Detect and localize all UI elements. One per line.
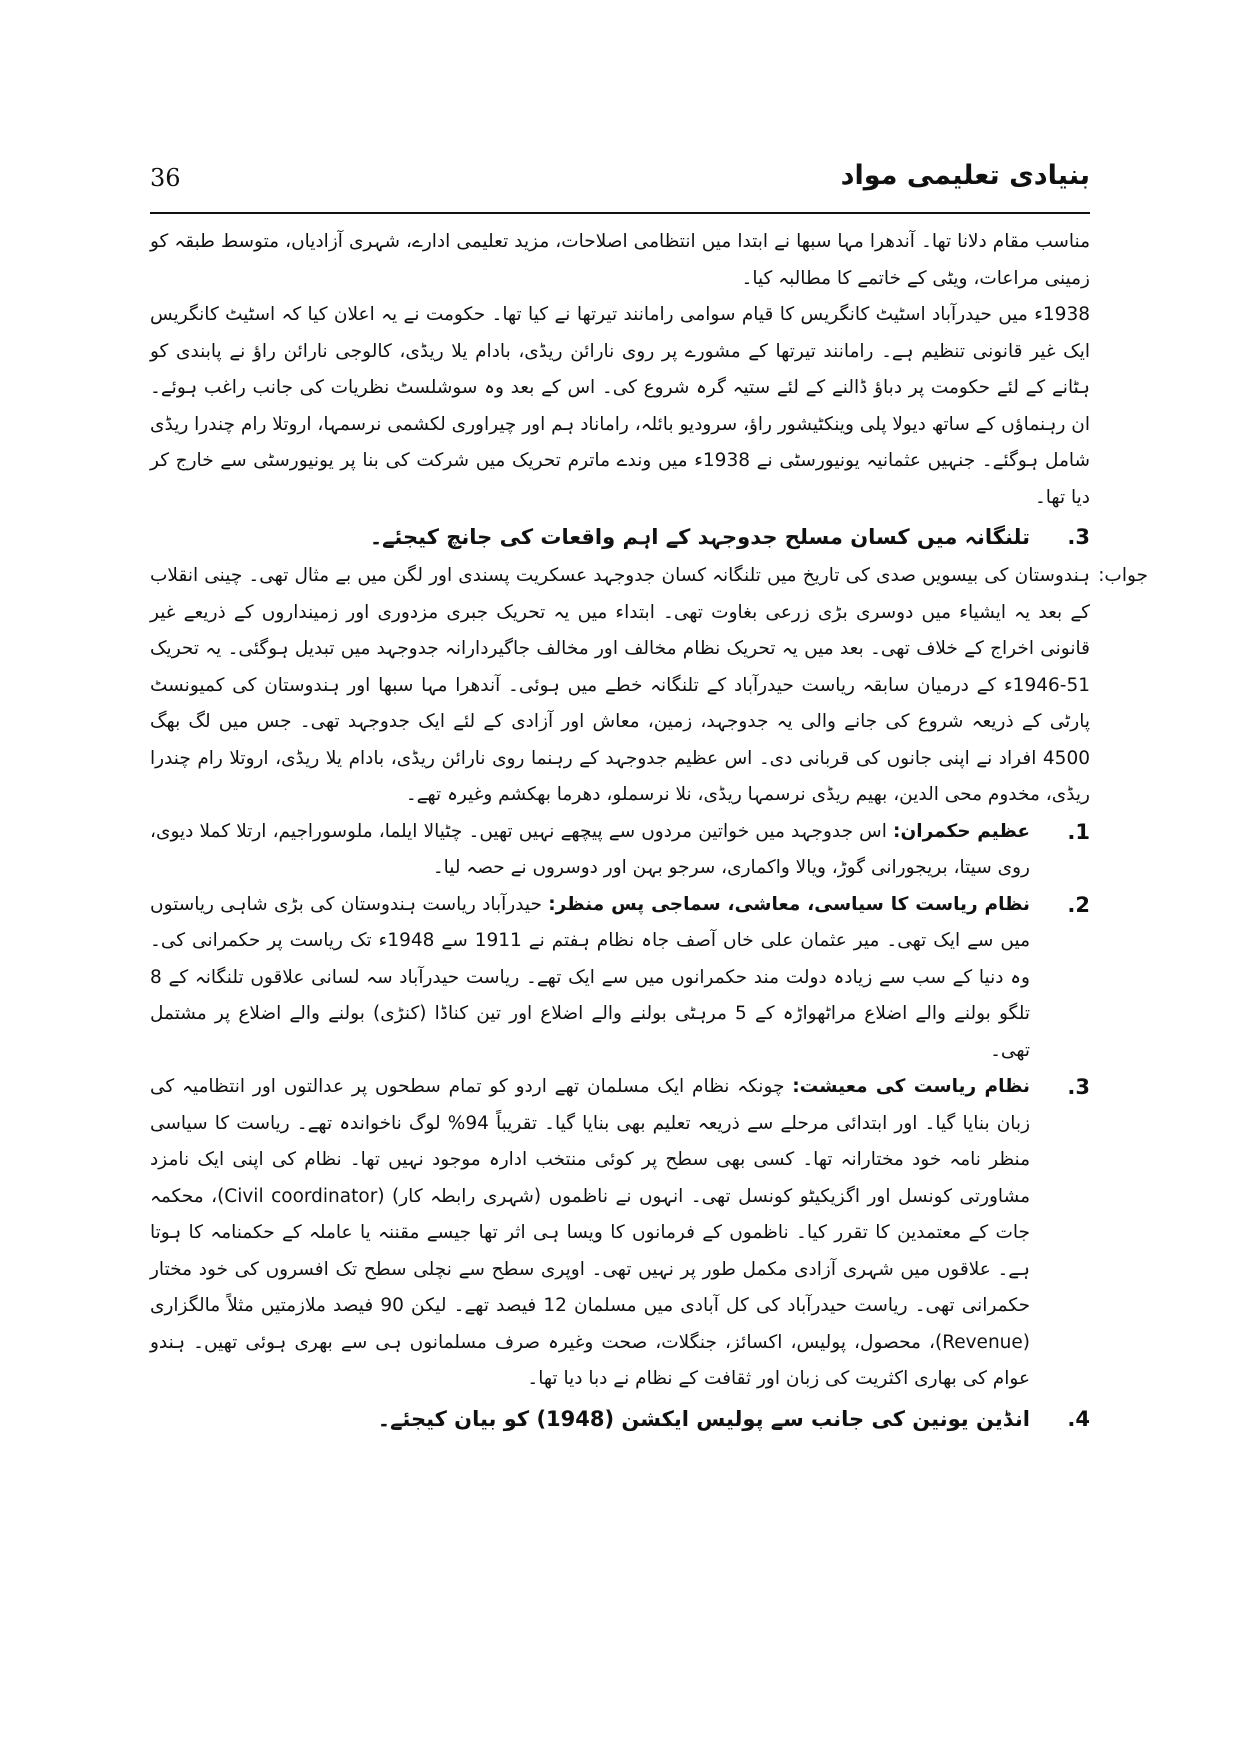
paragraph-andhra-maha-sabha: مناسب مقام دلانا تھا۔ آندھرا مہا سبھا نے ابتدا میں انتظامی اصلاحات، مزید تعلیمی ادارے، شہری آزادیاں، متوسط طبقہ کو زمینی مراعات، ویٹی کے خاتمے کا مطالبہ کیا۔ [150, 231, 1090, 289]
list-item-text: حیدرآباد ریاست ہندوستان کی بڑی شاہی ریاستوں میں سے ایک تھی۔ میر عثمان علی خاں آصف جاہ نظام ہفتم نے 1911 سے 1948ء تک ریاست پر حکمرانی کی۔ وہ دنیا کے سب سے زیادہ دولت مند حکمرانوں میں سے ایک تھے۔ ریاست حیدرآباد سہ لسانی علاقوں تلنگانہ کے 8 تلگو بولنے والے اضلاع مراٹھواڑہ کے 5 مرہٹی بولنے والے اضلاع اور تین کناڈا (کنڑی) بولنے والے اضلاع پر مشتمل تھی۔ [150, 893, 1031, 1061]
question-3-text: تلنگانہ میں کسان مسلح جدوجہد کے اہم واقعات کی جانچ کیجئے۔ [369, 525, 1030, 549]
question-4 [150, 1400, 1090, 1438]
list-item-number: 3. [1067, 1075, 1090, 1099]
list-item-number: 1. [1067, 819, 1090, 844]
list-item-text: اس جدوجہد میں خواتین مردوں سے پیچھے نہیں تھیں۔ چٹیالا ایلما، ملوسوراجیم، ارتلا کملا دیوی، روی سیتا، بریجورانی گوڑ، ویالا واکماری، سرجو بہن اور دوسروں نے حصہ لیا۔ [150, 820, 1030, 878]
question-3 [150, 518, 1090, 556]
page-body [150, 224, 1148, 1655]
list-item [150, 887, 1090, 1070]
list-item-heading: نظام ریاست کی معیشت: [792, 1076, 1030, 1097]
list-item [150, 1069, 1090, 1398]
list-item-text: چونکہ نظام ایک مسلمان تھے اردو کو تمام سطحوں پر عدالتوں اور انتظامیہ کی زبان بنایا گیا۔ اور ابتدائی مرحلے سے ذریعہ تعلیم بھی بنایا گیا۔ تقریباً 94% لوگ ناخواندہ تھے۔ ریاست کا سیاسی منظر نامہ خود مختارانہ تھا۔ کسی بھی سطح پر کوئی منتخب ادارہ موجود نہیں تھا۔ نظام کی اپنی ایک نامزد مشاورتی کونسل اور اگزیکیٹو کونسل تھی۔ انہوں نے ناظموں (شہری رابطہ کار) (Civil coordinator)، محکمہ جات کے معتمدین کا تقرر کیا۔ ناظموں کے فرمانوں کا ویسا ہی اثر تھا جیسے مقننہ یا عاملہ کے حکمنامہ کا ہوتا ہے۔ علاقوں میں شہری آزادی مکمل طور پر نہیں تھی۔ اوپری سطح سے نچلی سطح تک افسروں کی خود مختار حکمرانی تھی۔ ریاست حیدرآباد کی کل آبادی میں مسلمان 12 فیصد تھے۔ لیکن 90 فیصد ملازمتیں مثلاً مالگزاری (Revenue)، محصول، پولیس، اکسائز، جنگلات، صحت وغیرہ صرف مسلمانوں ہی سے بھری ہوئی تھیں۔ ہندو عوام کی بھاری اکثریت کی زبان اور ثقافت کے نظام نے دبا دیا تھا۔ [150, 1076, 1031, 1389]
running-title: بنیادی تعلیمی مواد [840, 160, 1090, 191]
list-item [150, 814, 1090, 887]
question-4-text: انڈین یونین کی جانب سے پولیس ایکشن (1948) کو بیان کیجئے۔ [377, 1406, 1030, 1431]
list-item-heading: عظیم حکمران: [893, 820, 1030, 842]
answer-label: جواب: [1098, 565, 1148, 586]
question-4-number: 4. [1067, 1406, 1090, 1431]
list-item-heading: نظام ریاست کا سیاسی، معاشی، سماجی پس منظر: [548, 893, 1030, 915]
header-divider [150, 212, 1090, 214]
page-header [130, 160, 1090, 208]
paragraph-state-congress: 1938ء میں حیدرآباد اسٹیٹ کانگریس کا قیام سوامی رامانند تیرتھا نے کیا تھا۔ حکومت نے یہ اعلان کیا کہ اسٹیٹ کانگریس ایک غیر قانونی تنظیم ہے۔ رامانند تیرتھا کے مشورے پر روی نارائن ریڈی، بادام یلا ریڈی، کالوجی نارائن راؤ نے پابندی کو ہٹانے کے لئے حکومت پر دباؤ ڈالنے کے لئے ستیہ گرہ شروع کی۔ اس کے بعد وہ سوشلسٹ نظریات کی جانب راغب ہوئے۔ ان رہنماؤں کے ساتھ دیولا پلی وینکٹیشور راؤ، سرودیو بائلہ، راماناد ہم اور چیراوری لکشمی نرسمہا، اروتلا رام چندرا ریڈی شامل ہوگئے۔ جنہیں عثمانیہ یونیورسٹی نے 1938ء میں وندے ماترم تحریک میں شرکت کی بنا پر یونیورسٹی سے خارج کر دیا تھا۔ [150, 304, 1090, 508]
list-item-number: 2. [1067, 892, 1090, 917]
question-3-number: 3. [1067, 525, 1090, 549]
answer-text: ہندوستان کی بیسویں صدی کی تاریخ میں تلنگانہ کسان جدوجہد عسکریت پسندی اور لگن میں بے مثال تھی۔ چینی انقلاب کے بعد یہ ایشیاء میں دوسری بڑی زرعی بغاوت تھی۔ ابتداء میں یہ تحریک جبری مزدوری اور زمینداروں کے ذریعے غیر قانونی اخراج کے خلاف تھی۔ بعد میں یہ تحریک نظام مخالف اور مخالف جاگیردارانہ جدوجہد میں تبدیل ہوگئی۔ یہ تحریک 51-1946ء کے درمیان سابقہ ریاست حیدرآباد کے تلنگانہ خطے میں ہوئی۔ آندھرا مہا سبھا اور ہندوستان کی کمیونسٹ پارٹی کے ذریعہ شروع کی جانے والی یہ جدوجہد، زمین، معاش اور آزادی کے لئے ایک جدوجہد تھی۔ جس میں لگ بھگ 4500 افراد نے اپنی جانوں کی قربانی دی۔ اس عظیم جدوجہد کے رہنما روی نارائن ریڈی، بادام یلا ریڈی، اروتلا رام چندرا ریڈی، مخدوم محی الدین، بھیم ریڈی نرسمہا ریڈی، نلا نرسملو، دھرما بھکشم وغیرہ تھے۔ [150, 565, 1090, 805]
answer-block [150, 558, 1148, 814]
page-number: 36 [150, 164, 181, 192]
